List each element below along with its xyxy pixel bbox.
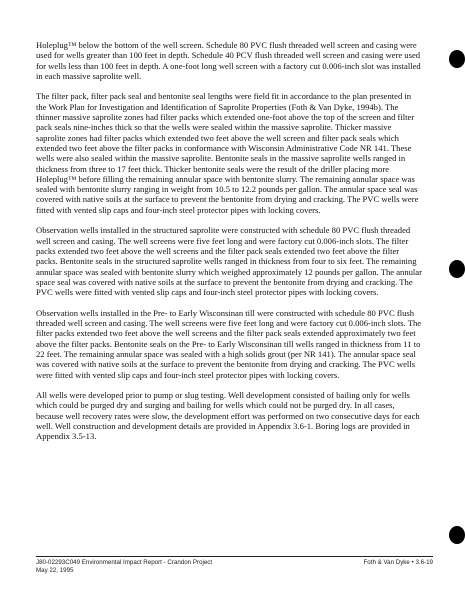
paragraph: The filter pack, filter pack seal and bentonite seal lengths were field fit in accordance to the plan presented in the Work Plan for Investigation and Identification of Saprolite Properties (Foth & Van Dyke, 1994b). The thinner massive saprolite zones had filter packs which extended one-foot above the top of the screen and filter pack seals nine-inches thick so that the wells were sealed within the massive saprolite. Thicker massive saprolite zones had filter packs which extended two feet above the well screen and filter pack seals which extended two feet above the filter packs in conformance with Wisconsin Administrative Code NR 141. These wells were also sealed within the massive saprolite. Bentonite seals in the massive saprolite wells ranged in thickness from three to 17 feet thick. Thicker bentonite seals were the result of the driller placing more Holeplug™ before filling the remaining annular space with bentonite slurry. The remaining annular space was sealed with bentonite slurry ranging in weight from 10.5 to 12.2 pounds per gallon. The annular space seal was covered with native soils at the surface to prevent the bentonite from drying and cracking. The PVC wells were fitted with vented slip caps and four-inch steel protector pipes with locking covers. — [36, 91, 419, 215]
page-footer — [36, 559, 433, 575]
paragraph: Observation wells installed in the Pre- to Early Wisconsinan till were constructed with schedule 80 PVC flush threaded well screen and casing. The well screens were five feet long and were factory cut 0.006-inch slots. The filter packs extended two feet above the well screens and the filter pack seals extended approximately two feet above the filter packs. Bentonite seals on the Pre- to Early Wisconsinan till wells ranged in thickness from 11 to 22 feet. The remaining annular space was sealed with a high solids grout (per NR 141). The annular space seal was covered with native soils at the surface to prevent the bentonite from drying and cracking. The PVC wells were fitted with vented slip caps and four-inch steel protector pipes with locking covers. — [36, 307, 422, 380]
paragraph: All wells were developed prior to pump or slug testing. Well development consisted of bailing only for wells which could be purged dry and surging and bailing for wells which could not be purged dry. In all cases, because well recovery rates were slow, the development effort was performed on two consecutive days for each well. Well construction and development details are provided in Appendix 3.6-1. Boring logs are provided in Appendix 3.5-13. — [36, 390, 420, 442]
binder-hole-icon — [449, 50, 465, 68]
paragraph: Observation wells installed in the structured saprolite were constructed with schedule 80 PVC flush threaded well screen and casing. The well screens were five feet long and were factory cut 0.006-inch slots. The filter packs extended two feet above the well screens and the filter pack seals extended two feet above the filter packs. Bentonite seals in the structured saprolite wells ranged in thickness from four to six feet. The remaining annular space was sealed with bentonite slurry which weighed approximately 12 pounds per gallon. The annular space seal was covered with native soils at the surface to prevent the bentonite from drying and cracking. The PVC wells were fitted with vented slip caps and four-inch steel protector pipes with locking covers. — [36, 225, 422, 298]
binder-hole-icon — [449, 260, 465, 278]
footer-page-ref: Foth & Van Dyke • 3.6-19 — [363, 559, 433, 566]
body-text — [36, 40, 423, 452]
binder-hole-icon — [449, 526, 465, 544]
footer-doc-id: J80-02293C049 Environmental Impact Report - Crandon Project — [36, 559, 213, 566]
footer-divider — [36, 556, 433, 557]
paragraph: Holeplug™ below the bottom of the well screen. Schedule 80 PVC flush threaded well screen and casing were used for wells greater than 100 feet in depth. Schedule 40 PCV flush threaded well screen and casing were used for wells less than 100 feet in depth. A one-foot long well screen with a factory cut 0.006-inch slot was installed in each massive saprolite well. — [36, 40, 421, 81]
footer-date: May 22, 1995 — [36, 567, 74, 574]
